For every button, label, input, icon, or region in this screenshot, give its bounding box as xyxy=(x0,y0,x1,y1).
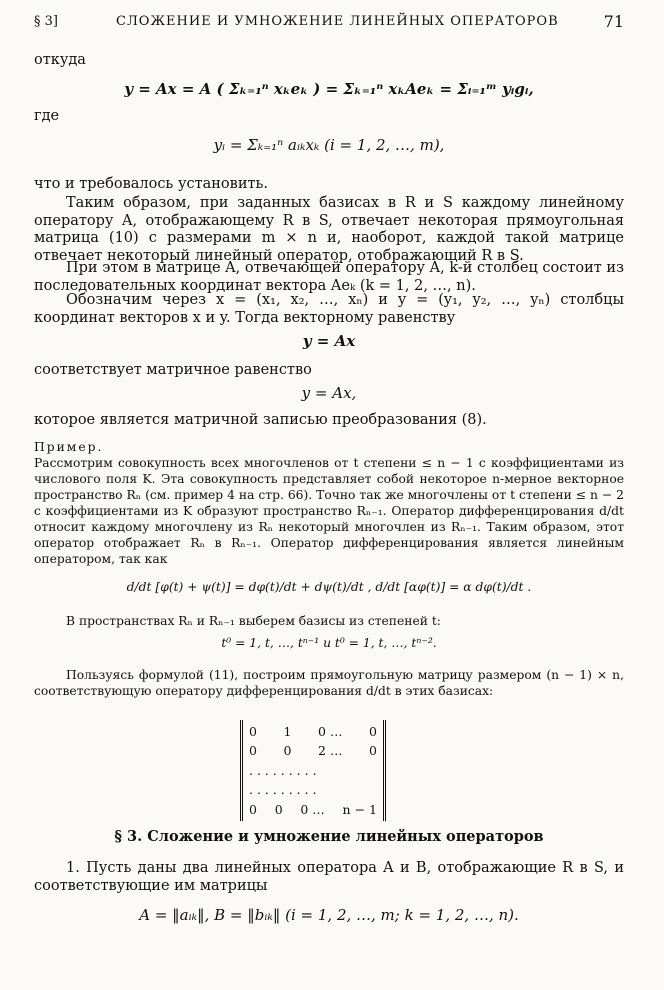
section-heading: § 3. Сложение и умножение линейных операторов xyxy=(114,828,544,845)
header-section: § 3] xyxy=(34,14,58,29)
matrix-row xyxy=(249,722,377,741)
example-bases-equation: t⁰ = 1, t, …, tⁿ⁻¹ и t⁰ = 1, t, …, tⁿ⁻². xyxy=(221,636,437,650)
matrix-row xyxy=(249,780,377,799)
matrix-cell: 0 … xyxy=(318,724,343,739)
example-matrix-text: Пользуясь формулой (11), построим прямоугольную матрицу размером (n − 1) × n, соответствующую оператору дифференцирования d/dt в этих базисах: xyxy=(34,668,624,698)
example-paragraph: Рассмотрим совокупность всех многочленов от t степени ≤ n − 1 с коэффициентами из числового поля K. Эта совокупность представляет собой некоторое n-мерное векторное пространство Rₙ (см. пример 4 на стр. 66). Точно так же многочлены от t степени ≤ n − 2 с коэффициентами из K образуют пространство Rₙ₋₁. Оператор дифференцирования d/dt относит каждому многочлену из Rₙ некоторый многочлен из Rₙ₋₁. Таким образом, этот оператор отображает Rₙ в Rₙ₋₁. Оператор дифференцирования является линейным оператором, так как xyxy=(34,456,624,566)
derivative-matrix xyxy=(240,720,386,821)
matrix-cell: 1 xyxy=(283,724,292,739)
matrix-row xyxy=(249,800,377,819)
equation-yi: yᵢ = Σₖ₌₁ⁿ aᵢₖxₖ (i = 1, 2, …, m), xyxy=(213,136,445,154)
matrix-cell: n − 1 xyxy=(342,801,377,817)
matrix-cell: 0 … xyxy=(300,801,325,817)
example-derivative-equation: d/dt [φ(t) + ψ(t)] = dφ(t)/dt + dψ(t)/dt , d/dt [αφ(t)] = α dφ(t)/dt . xyxy=(126,580,532,594)
matrix-dots: . . . . . . . . . xyxy=(249,782,317,798)
matrix-cell: 2 … xyxy=(318,743,343,759)
matrix-cell: 0 xyxy=(369,724,377,739)
matrix-cell: 0 xyxy=(249,743,257,759)
text-transform-8: которое является матричной записью преобразования (8). xyxy=(34,412,487,428)
paragraph-column: При этом в матрице A, отвечающей оператору A, k-й столбец состоит из последовательных координат вектора Aeₖ (k = 1, 2, …, n). xyxy=(34,260,624,294)
text-gde: где xyxy=(34,108,60,124)
equation-y-ax: y = Ax = A ( Σₖ₌₁ⁿ xₖeₖ ) = Σₖ₌₁ⁿ xₖAeₖ = Σᵢ₌₁ᵐ yᵢgᵢ, xyxy=(124,80,534,98)
header-title: СЛОЖЕНИЕ И УМНОЖЕНИЕ ЛИНЕЙНЫХ ОПЕРАТОРОВ xyxy=(116,14,559,29)
matrix-cell: 0 xyxy=(283,743,292,759)
matrix-cell: 0 xyxy=(369,743,377,759)
paragraph-coordinates: Обозначим через x = (x₁, x₂, …, xₙ) и y = (y₁, y₂, …, yₙ) столбцы координат векторов x и y. Тогда векторному равенству xyxy=(34,292,624,326)
matrix-row xyxy=(249,741,377,760)
matrix-cell: 0 xyxy=(249,801,257,817)
section-matrices-equation: A = ‖aᵢₖ‖, B = ‖bᵢₖ‖ (i = 1, 2, …, m; k = 1, 2, …, n). xyxy=(139,906,519,924)
equation-vector: y = Ax xyxy=(302,332,356,350)
text-matrix-equality: соответствует матричное равенство xyxy=(34,362,312,378)
example-label: Пример. xyxy=(34,440,104,454)
matrix-cell: 0 xyxy=(274,801,283,817)
page-number: 71 xyxy=(603,12,624,31)
equation-matrix: y = Ax, xyxy=(301,384,357,402)
text-otkuda: откуда xyxy=(34,52,86,68)
matrix-cell: 0 xyxy=(249,724,257,739)
section-paragraph: 1. Пусть даны два линейных оператора A и B, отображающие R в S, и соответствующие им матрицы xyxy=(34,860,624,894)
matrix-row xyxy=(249,761,377,780)
paragraph-operator-matrix: Таким образом, при заданных базисах в R и S каждому линейному оператору A, отображающему R в S, отвечает некоторая прямоугольная матрица (10) с размерами m × n и, наоборот, каждой такой матрице отвечает некоторый линейный оператор, отображающий R в S. xyxy=(34,195,624,265)
matrix-dots: . . . . . . . . . xyxy=(249,762,317,778)
text-qed: что и требовалось установить. xyxy=(34,176,269,192)
example-bases-text: В пространствах Rₙ и Rₙ₋₁ выберем базисы из степеней t: xyxy=(66,614,441,628)
